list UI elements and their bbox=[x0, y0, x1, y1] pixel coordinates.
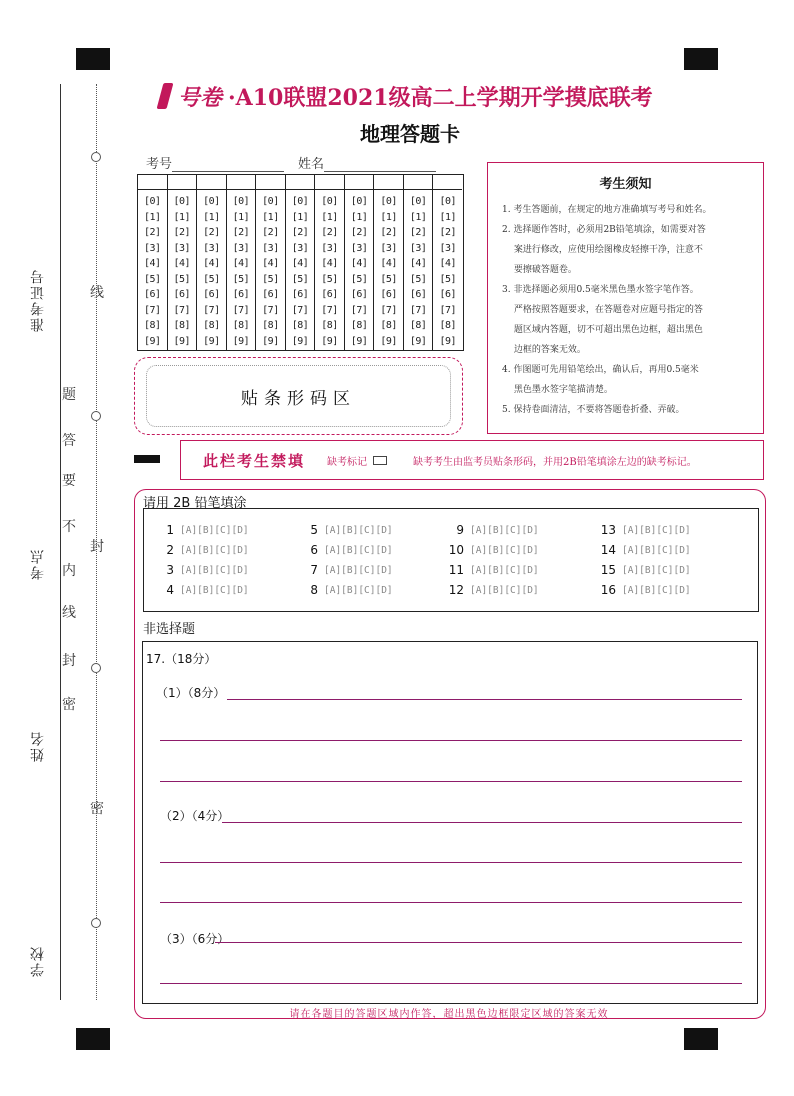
digit-bubble[interactable]: [6] bbox=[321, 289, 338, 300]
choice-question bbox=[300, 563, 393, 577]
digit-bubble[interactable]: [1] bbox=[291, 211, 309, 223]
digit-bubble[interactable]: [6] bbox=[232, 289, 250, 300]
digit-bubble[interactable]: [0] bbox=[232, 196, 250, 207]
digit-bubble[interactable]: [3] bbox=[173, 242, 191, 254]
exam-number-digit-slot[interactable] bbox=[315, 175, 344, 190]
notice-item: 严格按照答题要求，在答题卷对应题号指定的答 bbox=[502, 305, 703, 315]
choice-question bbox=[300, 543, 393, 557]
question-number: 14 bbox=[600, 543, 616, 557]
choice-answer-box bbox=[143, 508, 759, 612]
digit-bubble[interactable]: [3] bbox=[291, 242, 309, 254]
binding-hole bbox=[91, 918, 101, 928]
digit-bubble[interactable]: [1] bbox=[439, 211, 456, 223]
exam-number-grid[interactable] bbox=[137, 174, 464, 351]
choice-question bbox=[598, 563, 691, 577]
digit-bubble[interactable]: [2] bbox=[232, 227, 250, 238]
exam-number-column bbox=[345, 175, 375, 350]
digit-bubble[interactable]: [5] bbox=[439, 273, 456, 285]
option-bubbles[interactable]: [A][B][C][D] bbox=[622, 524, 691, 536]
answer-line[interactable] bbox=[160, 781, 742, 782]
absent-note: 缺考考生由监考员贴条形码，并用2B铅笔填涂左边的缺考标记。 bbox=[413, 456, 697, 468]
exam-number-column bbox=[256, 175, 286, 350]
choice-question bbox=[156, 583, 249, 597]
answer-line[interactable] bbox=[222, 822, 742, 823]
digit-bubble[interactable]: [5] bbox=[262, 273, 279, 285]
choice-question bbox=[446, 523, 539, 537]
digit-bubble[interactable]: [0] bbox=[203, 196, 220, 207]
notice-item: 5. 保持卷面清洁，不要将答题卷折叠、弄破。 bbox=[502, 405, 685, 415]
seal-char: 密 bbox=[62, 697, 76, 713]
digit-bubble[interactable]: [9] bbox=[173, 335, 191, 347]
digit-bubble[interactable]: [9] bbox=[143, 335, 161, 347]
question-number: 9 bbox=[456, 523, 464, 537]
digit-bubble[interactable]: [0] bbox=[143, 196, 161, 207]
digit-bubble[interactable]: [0] bbox=[350, 196, 368, 207]
option-bubbles[interactable]: [A][B][C][D] bbox=[470, 564, 539, 576]
digit-bubble[interactable]: [5] bbox=[173, 273, 191, 285]
digit-bubble[interactable]: [7] bbox=[409, 304, 427, 316]
exam-number-column bbox=[315, 175, 345, 350]
digit-bubble[interactable]: [3] bbox=[409, 242, 427, 254]
seal-char: 封 bbox=[62, 653, 76, 669]
digit-bubble[interactable]: [5] bbox=[291, 273, 309, 285]
question-17-part-2: （2）（4分） bbox=[160, 809, 230, 823]
digit-bubble[interactable]: [1] bbox=[203, 211, 220, 223]
notice-item: 4. 作图题可先用铅笔绘出，确认后，再用0.5毫米 bbox=[502, 365, 699, 375]
name-label: 姓名 bbox=[298, 157, 325, 172]
choice-question bbox=[156, 523, 249, 537]
seal-char: 密 bbox=[90, 801, 104, 817]
digit-bubble[interactable]: [6] bbox=[380, 289, 397, 300]
digit-bubble[interactable]: [7] bbox=[350, 304, 368, 316]
exam-number-digit-slot[interactable] bbox=[286, 175, 315, 190]
exam-notice bbox=[487, 162, 764, 434]
digit-bubble[interactable]: [7] bbox=[380, 304, 397, 316]
digit-bubble[interactable]: [1] bbox=[321, 211, 338, 223]
choice-question bbox=[446, 543, 539, 557]
digit-bubble[interactable]: [1] bbox=[232, 211, 250, 223]
digit-bubble[interactable]: [8] bbox=[321, 320, 338, 331]
digit-bubble[interactable]: [9] bbox=[203, 335, 220, 347]
exam-number-digit-slot[interactable] bbox=[374, 175, 403, 190]
question-number: 16 bbox=[600, 583, 616, 597]
exam-number-field[interactable] bbox=[146, 153, 284, 172]
exam-number-digit-slot[interactable] bbox=[345, 175, 374, 190]
digit-bubble[interactable]: [9] bbox=[232, 335, 250, 347]
digit-bubble[interactable]: [1] bbox=[409, 211, 427, 223]
choice-question bbox=[598, 543, 691, 557]
digit-bubble[interactable]: [3] bbox=[350, 242, 368, 254]
notice-item: 2. 选择题作答时，必须用2B铅笔填涂，如需要对答 bbox=[502, 225, 706, 235]
digit-bubble[interactable]: [8] bbox=[350, 320, 368, 331]
digit-bubble[interactable]: [8] bbox=[203, 320, 220, 331]
digit-bubble[interactable]: [4] bbox=[380, 258, 397, 269]
digit-bubble[interactable]: [4] bbox=[232, 258, 250, 269]
digit-bubble[interactable]: [3] bbox=[143, 242, 161, 254]
option-bubbles[interactable]: [A][B][C][D] bbox=[324, 584, 393, 596]
seal-char: 线 bbox=[90, 285, 104, 301]
digit-bubble[interactable]: [4] bbox=[203, 258, 220, 269]
digit-bubble[interactable]: [6] bbox=[409, 289, 427, 300]
barcode-area bbox=[134, 357, 463, 435]
digit-bubble[interactable]: [5] bbox=[143, 273, 161, 285]
binding-hole bbox=[91, 663, 101, 673]
digit-bubble[interactable]: [5] bbox=[232, 273, 250, 285]
digit-bubble[interactable]: [8] bbox=[291, 320, 309, 331]
name-field[interactable] bbox=[298, 153, 436, 172]
brand-logo-text: 号卷 bbox=[178, 84, 223, 111]
question-number: 2 bbox=[166, 543, 174, 557]
digit-bubble[interactable]: [1] bbox=[380, 211, 397, 223]
digit-bubble[interactable]: [7] bbox=[203, 304, 220, 316]
choice-question bbox=[156, 563, 249, 577]
digit-bubble[interactable]: [1] bbox=[173, 211, 191, 223]
question-number: 1 bbox=[166, 523, 174, 537]
staff-only-section bbox=[180, 440, 764, 480]
digit-bubble[interactable]: [8] bbox=[232, 320, 250, 331]
exam-number-column bbox=[227, 175, 257, 350]
nonchoice-section-label: 非选择题 bbox=[143, 622, 196, 637]
answer-line[interactable] bbox=[160, 740, 742, 741]
digit-bubble[interactable]: [0] bbox=[291, 196, 309, 207]
digit-bubble[interactable]: [3] bbox=[262, 242, 279, 254]
alignment-bar bbox=[134, 455, 160, 463]
seal-char: 不 bbox=[62, 519, 76, 535]
digit-bubble[interactable]: [2] bbox=[409, 227, 427, 238]
digit-bubble[interactable]: [5] bbox=[380, 273, 397, 285]
page-title: 地理答题卡 bbox=[360, 122, 460, 146]
binding-hole bbox=[91, 152, 101, 162]
exam-number-digit-slot[interactable] bbox=[256, 175, 285, 190]
exam-number-digit-slot[interactable] bbox=[227, 175, 256, 190]
digit-bubble[interactable]: [2] bbox=[203, 227, 220, 238]
digit-bubble[interactable]: [0] bbox=[380, 196, 397, 207]
digit-bubble[interactable]: [1] bbox=[350, 211, 368, 223]
digit-bubble[interactable]: [2] bbox=[143, 227, 161, 238]
digit-bubble[interactable]: [7] bbox=[143, 304, 161, 316]
digit-bubble[interactable]: [5] bbox=[409, 273, 427, 285]
absent-mark-label: 缺考标记 bbox=[327, 456, 368, 468]
notice-item: 黑色墨水签字笔描清楚。 bbox=[502, 385, 613, 395]
question-number: 4 bbox=[166, 583, 174, 597]
question-number: 13 bbox=[600, 523, 616, 537]
corner-mark-bottom-left bbox=[76, 1028, 110, 1050]
digit-bubble[interactable]: [6] bbox=[350, 289, 368, 300]
exam-title bbox=[160, 76, 700, 116]
digit-bubble[interactable]: [4] bbox=[173, 258, 191, 269]
digit-bubble[interactable]: [3] bbox=[232, 242, 250, 254]
digit-bubble[interactable]: [8] bbox=[380, 320, 397, 331]
exam-number-column bbox=[286, 175, 316, 350]
question-17-part-1: （1）（8分） bbox=[156, 686, 226, 700]
notice-item: 3. 非选择题必须用0.5毫米黑色墨水签字笔作答。 bbox=[502, 285, 699, 295]
digit-bubble[interactable]: [4] bbox=[439, 258, 456, 269]
side-label-xm: 姓名 bbox=[30, 730, 46, 762]
digit-bubble[interactable]: [6] bbox=[173, 289, 191, 300]
digit-bubble[interactable]: [5] bbox=[321, 273, 338, 285]
digit-bubble[interactable]: [6] bbox=[291, 289, 309, 300]
digit-bubble[interactable]: [3] bbox=[439, 242, 456, 254]
digit-bubble[interactable]: [2] bbox=[321, 227, 338, 238]
digit-bubble[interactable]: [9] bbox=[321, 335, 338, 347]
digit-bubble[interactable]: [9] bbox=[380, 335, 397, 347]
digit-bubble[interactable]: [4] bbox=[143, 258, 161, 269]
footer-note: 请在各题目的答题区域内作答，超出黑色边框限定区域的答案无效 bbox=[289, 1009, 609, 1020]
option-bubbles[interactable]: [A][B][C][D] bbox=[324, 524, 393, 536]
exam-number-column bbox=[168, 175, 198, 350]
digit-bubble[interactable]: [8] bbox=[409, 320, 427, 331]
choice-question bbox=[156, 543, 249, 557]
notice-list bbox=[502, 200, 753, 420]
digit-bubble[interactable]: [5] bbox=[203, 273, 220, 285]
digit-bubble[interactable]: [4] bbox=[350, 258, 368, 269]
notice-item: 案进行修改，应使用绘图橡皮轻擦干净，注意不 bbox=[502, 245, 703, 255]
digit-bubble[interactable]: [8] bbox=[262, 320, 279, 331]
choice-question bbox=[446, 583, 539, 597]
digit-bubble[interactable]: [0] bbox=[439, 196, 456, 207]
exam-number-column bbox=[404, 175, 434, 350]
answer-line[interactable] bbox=[160, 862, 742, 863]
digit-bubble[interactable]: [2] bbox=[291, 227, 309, 238]
notice-item: 1. 考生答题前，在规定的地方准确填写考号和姓名。 bbox=[502, 205, 712, 215]
digit-bubble[interactable]: [2] bbox=[262, 227, 279, 238]
question-number: 11 bbox=[448, 563, 464, 577]
exam-number-column bbox=[138, 175, 168, 350]
digit-bubble[interactable]: [7] bbox=[173, 304, 191, 316]
answer-line[interactable] bbox=[227, 699, 742, 700]
digit-bubble[interactable]: [9] bbox=[409, 335, 427, 347]
digit-bubble[interactable]: [2] bbox=[350, 227, 368, 238]
option-bubbles[interactable]: [A][B][C][D] bbox=[470, 524, 539, 536]
option-bubbles[interactable]: [A][B][C][D] bbox=[180, 544, 249, 556]
barcode-label: 贴条形码区 bbox=[146, 365, 451, 427]
option-bubbles[interactable]: [A][B][C][D] bbox=[324, 564, 393, 576]
exam-number-column bbox=[374, 175, 404, 350]
question-number: 10 bbox=[448, 543, 464, 557]
digit-bubble[interactable]: [8] bbox=[143, 320, 161, 331]
digit-bubble[interactable]: [2] bbox=[439, 227, 456, 238]
digit-bubble[interactable]: [4] bbox=[291, 258, 309, 269]
seal-char: 要 bbox=[62, 473, 76, 489]
choice-question bbox=[300, 523, 393, 537]
digit-bubble[interactable]: [5] bbox=[350, 273, 368, 285]
option-bubbles[interactable]: [A][B][C][D] bbox=[180, 564, 249, 576]
option-bubbles[interactable]: [A][B][C][D] bbox=[622, 544, 691, 556]
question-number: 7 bbox=[310, 563, 318, 577]
digit-bubble[interactable]: [8] bbox=[439, 320, 456, 331]
digit-bubble[interactable]: [8] bbox=[173, 320, 191, 331]
exam-number-digit-slot[interactable] bbox=[433, 175, 462, 190]
seal-char: 封 bbox=[90, 539, 104, 555]
option-bubbles[interactable]: [A][B][C][D] bbox=[470, 544, 539, 556]
exam-number-digit-slot[interactable] bbox=[138, 175, 167, 190]
digit-bubble[interactable]: [1] bbox=[262, 211, 279, 223]
answer-line[interactable] bbox=[160, 983, 742, 984]
choice-question bbox=[300, 583, 393, 597]
option-bubbles[interactable]: [A][B][C][D] bbox=[180, 584, 249, 596]
seal-char: 题 bbox=[62, 387, 76, 403]
exam-number-label: 考号 bbox=[146, 157, 173, 172]
question-number: 8 bbox=[310, 583, 318, 597]
exam-title-text: ·A10联盟2021级高二上学期开学摸底联考 bbox=[228, 84, 653, 111]
digit-bubble[interactable]: [6] bbox=[439, 289, 456, 300]
question-number: 5 bbox=[310, 523, 318, 537]
question-number: 12 bbox=[448, 583, 464, 597]
digit-bubble[interactable]: [3] bbox=[321, 242, 338, 254]
digit-bubble[interactable]: [3] bbox=[203, 242, 220, 254]
digit-bubble[interactable]: [9] bbox=[439, 335, 456, 347]
corner-mark-bottom-right bbox=[684, 1028, 718, 1050]
option-bubbles[interactable]: [A][B][C][D] bbox=[622, 584, 691, 596]
exam-number-column bbox=[197, 175, 227, 350]
digit-bubble[interactable]: [2] bbox=[380, 227, 397, 238]
digit-bubble[interactable]: [0] bbox=[409, 196, 427, 207]
choice-question bbox=[598, 583, 691, 597]
exam-number-digit-slot[interactable] bbox=[404, 175, 433, 190]
side-label-zkzh: 准考证号 bbox=[30, 268, 46, 332]
brand-logo-icon bbox=[157, 83, 174, 109]
corner-mark-top-left bbox=[76, 48, 110, 70]
notice-item: 题区域内答题，切不可超出黑色边框，超出黑色 bbox=[502, 325, 703, 335]
option-bubbles[interactable]: [A][B][C][D] bbox=[180, 524, 249, 536]
digit-bubble[interactable]: [3] bbox=[380, 242, 397, 254]
digit-bubble[interactable]: [4] bbox=[262, 258, 279, 269]
side-label-kd: 考点 bbox=[30, 548, 46, 580]
choice-section-label: 请用 2B 铅笔填涂 bbox=[143, 496, 247, 511]
seal-char: 答 bbox=[62, 433, 76, 449]
corner-mark-top-right bbox=[684, 48, 718, 70]
question-number: 6 bbox=[310, 543, 318, 557]
digit-bubble[interactable]: [7] bbox=[232, 304, 250, 316]
digit-bubble[interactable]: [1] bbox=[143, 211, 161, 223]
staff-only-title: 此栏考生禁填 bbox=[203, 451, 306, 470]
notice-title: 考生须知 bbox=[599, 177, 652, 192]
absent-mark bbox=[327, 453, 387, 468]
side-label-xx: 学校 bbox=[30, 945, 46, 977]
absent-mark-box[interactable] bbox=[373, 456, 387, 465]
notice-item: 要擦破答题卷。 bbox=[502, 265, 577, 275]
notice-item: 边框的答案无效。 bbox=[502, 345, 586, 355]
answer-line[interactable] bbox=[215, 942, 742, 943]
choice-question bbox=[446, 563, 539, 577]
exam-number-column bbox=[433, 175, 462, 350]
binding-solid-line bbox=[60, 84, 61, 1000]
answer-line[interactable] bbox=[160, 902, 742, 903]
option-bubbles[interactable]: [A][B][C][D] bbox=[324, 544, 393, 556]
digit-bubble[interactable]: [9] bbox=[291, 335, 309, 347]
digit-bubble[interactable]: [7] bbox=[291, 304, 309, 316]
question-number: 15 bbox=[600, 563, 616, 577]
option-bubbles[interactable]: [A][B][C][D] bbox=[622, 564, 691, 576]
binding-hole bbox=[91, 411, 101, 421]
digit-bubble[interactable]: [2] bbox=[173, 227, 191, 238]
exam-number-digit-slot[interactable] bbox=[197, 175, 226, 190]
digit-bubble[interactable]: [0] bbox=[173, 196, 191, 207]
question-number: 3 bbox=[166, 563, 174, 577]
digit-bubble[interactable]: [6] bbox=[203, 289, 220, 300]
digit-bubble[interactable]: [9] bbox=[350, 335, 368, 347]
question-17-part-3: （3）（6分） bbox=[160, 932, 230, 946]
exam-number-digit-slot[interactable] bbox=[168, 175, 197, 190]
digit-bubble[interactable]: [0] bbox=[321, 196, 338, 207]
option-bubbles[interactable]: [A][B][C][D] bbox=[470, 584, 539, 596]
digit-bubble[interactable]: [4] bbox=[321, 258, 338, 269]
seal-char: 内 bbox=[62, 563, 76, 579]
digit-bubble[interactable]: [0] bbox=[262, 196, 279, 207]
digit-bubble[interactable]: [7] bbox=[262, 304, 279, 316]
choice-question bbox=[598, 523, 691, 537]
question-17-title: 17.（18分） bbox=[146, 652, 217, 666]
digit-bubble[interactable]: [7] bbox=[439, 304, 456, 316]
digit-bubble[interactable]: [9] bbox=[262, 335, 279, 347]
digit-bubble[interactable]: [6] bbox=[262, 289, 279, 300]
digit-bubble[interactable]: [6] bbox=[143, 289, 161, 300]
seal-char: 线 bbox=[62, 605, 76, 621]
digit-bubble[interactable]: [7] bbox=[321, 304, 338, 316]
digit-bubble[interactable]: [4] bbox=[409, 258, 427, 269]
